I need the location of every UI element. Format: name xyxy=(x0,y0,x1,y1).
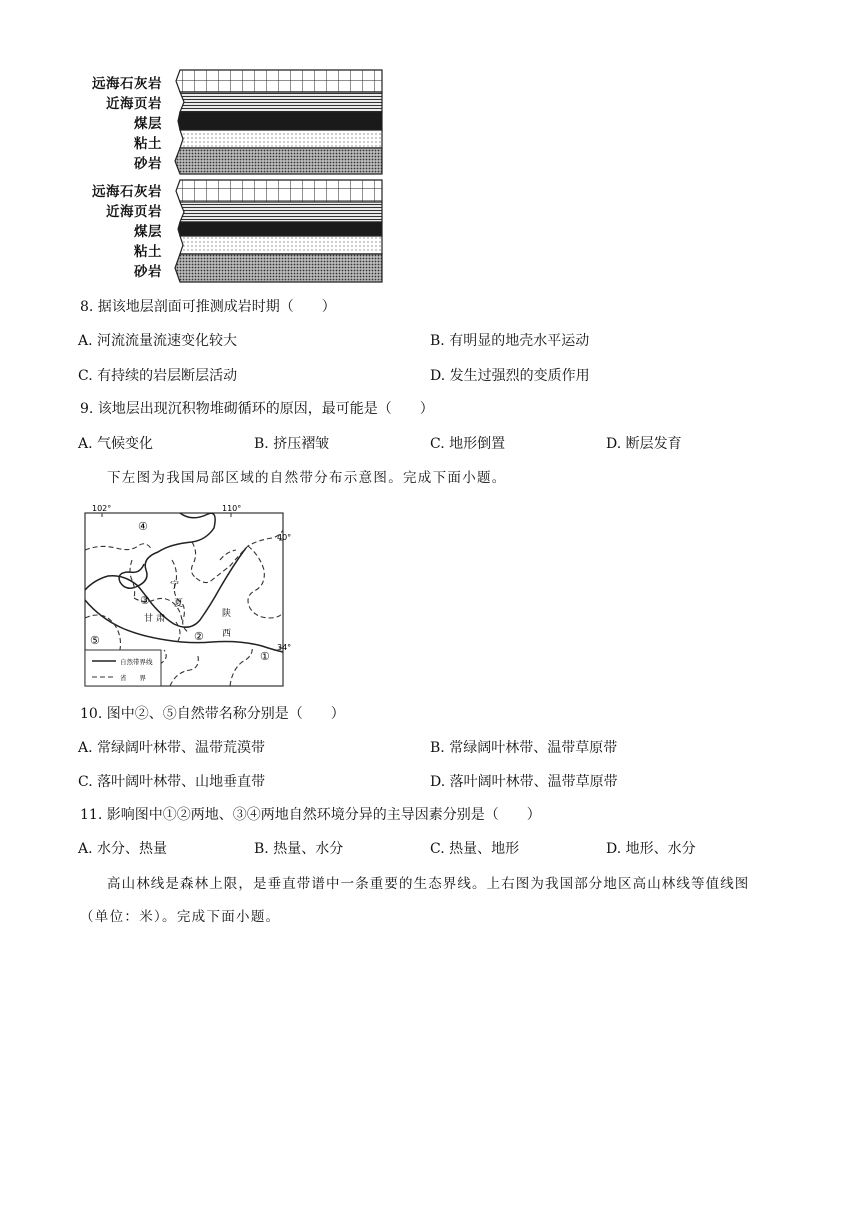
layer-limestone xyxy=(176,180,382,202)
layer-coal xyxy=(178,112,382,130)
layer-shale xyxy=(180,202,382,222)
stratum-label: 粘土 xyxy=(134,244,162,260)
map-region-mark-5: ⑤ xyxy=(90,634,100,647)
passage-intro-treeline-line2: （单位：米）。完成下面小题。 xyxy=(80,909,281,925)
stratum-label: 砂岩 xyxy=(134,156,162,172)
map-lon-label: 102° xyxy=(92,504,112,513)
stratum-label: 煤层 xyxy=(134,224,162,240)
stratum-label: 粘土 xyxy=(134,136,162,152)
stratum-label: 近海页岩 xyxy=(106,96,162,112)
question-10-option-c[interactable]: C. 落叶阔叶林带、山地垂直带 xyxy=(78,774,266,790)
question-9-option-c[interactable]: C. 地形倒置 xyxy=(430,436,506,452)
question-11-option-a[interactable]: A. 水分、热量 xyxy=(78,841,168,857)
map-lon-label: 110° xyxy=(222,504,242,513)
map-legend-province-border: 省 界 xyxy=(120,674,146,682)
layer-shale xyxy=(180,92,382,112)
stratum-label: 近海页岩 xyxy=(106,204,162,220)
passage-intro-map: 下左图为我国局部区域的自然带分布示意图。完成下面小题。 xyxy=(107,470,507,486)
question-8-option-c[interactable]: C. 有持续的岩层断层活动 xyxy=(78,368,238,384)
stratum-label: 砂岩 xyxy=(134,264,162,280)
question-9-stem: 9. 该地层出现沉积物堆砌循环的原因，最可能是（ ） xyxy=(80,401,434,417)
question-9-option-d[interactable]: D. 断层发育 xyxy=(606,436,682,452)
question-11-option-d[interactable]: D. 地形、水分 xyxy=(606,841,696,857)
question-8-option-d[interactable]: D. 发生过强烈的变质作用 xyxy=(430,368,590,384)
layer-clay xyxy=(180,130,382,148)
map-province-label: 肃 xyxy=(156,614,166,624)
passage-intro-treeline-line1: 高山林线是森林上限，是垂直带谱中一条重要的生态界线。上右图为我国部分地区高山林线等值线图 xyxy=(107,876,750,892)
map-province-label: 陕 xyxy=(222,609,232,619)
question-11-stem: 11. 影响图中①②两地、③④两地自然环境分异的主导因素分别是（ ） xyxy=(80,807,541,823)
question-10-option-d[interactable]: D. 落叶阔叶林带、温带草原带 xyxy=(430,774,618,790)
map-region-mark-2: ② xyxy=(194,630,204,643)
question-8-option-a[interactable]: A. 河流流量流速变化较大 xyxy=(78,333,238,349)
map-province-label: 甘 xyxy=(144,614,154,624)
question-9-option-b[interactable]: B. 挤压褶皱 xyxy=(254,436,330,452)
stratum-label: 远海石灰岩 xyxy=(92,184,162,200)
question-10-option-a[interactable]: A. 常绿阔叶林带、温带荒漠带 xyxy=(78,740,266,756)
strata-column xyxy=(170,68,386,286)
layer-sandstone xyxy=(175,148,382,174)
map-province-label: 夏 xyxy=(174,599,184,609)
question-9-option-a[interactable]: A. 气候变化 xyxy=(78,436,154,452)
natural-zone-map xyxy=(80,500,292,690)
stratum-label: 远海石灰岩 xyxy=(92,76,162,92)
map-province-label: 西 xyxy=(222,629,232,639)
layer-coal xyxy=(178,222,382,236)
question-8-stem: 8. 据该地层剖面可推测成岩时期（ ） xyxy=(80,299,336,315)
question-10-stem: 10. 图中②、⑤自然带名称分别是（ ） xyxy=(80,706,345,722)
map-region-mark-4: ④ xyxy=(138,520,148,533)
map-province-label: 宁 xyxy=(170,581,180,591)
map-region-mark-1: ① xyxy=(260,650,270,663)
layer-sandstone xyxy=(175,254,382,282)
map-region-mark-3: ③ xyxy=(140,594,150,607)
map-lat-label: 40° xyxy=(277,533,292,542)
question-11-option-c[interactable]: C. 热量、地形 xyxy=(430,841,520,857)
layer-limestone xyxy=(176,70,382,92)
question-10-option-b[interactable]: B. 常绿阔叶林带、温带草原带 xyxy=(430,740,618,756)
question-8-option-b[interactable]: B. 有明显的地壳水平运动 xyxy=(430,333,590,349)
map-lat-label: 34° xyxy=(277,643,292,652)
stratum-label: 煤层 xyxy=(134,116,162,132)
layer-clay xyxy=(180,236,382,254)
question-11-option-b[interactable]: B. 热量、水分 xyxy=(254,841,344,857)
map-legend-zone-boundary: 自然带界线 xyxy=(120,658,153,666)
